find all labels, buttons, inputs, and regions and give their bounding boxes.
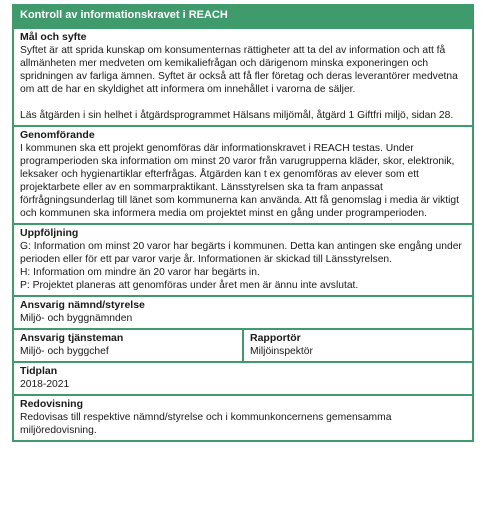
section-mal-och-syfte: [14, 27, 472, 125]
action-card: [12, 4, 474, 442]
cell-heading: Ansvarig tjänsteman: [20, 332, 124, 344]
section-text: I kommunen ska ett projekt genomföras där informationskravet i REACH testas. Under programperioden ska information om minst 20 varor från varugrupperna kläder, skor, elektronik, leksaker och hygienartiklar efterfrågas. Åtgärden kan t ex genomföras av elever som ett projektarbete eller av en sommarpraktikant. Länsstyrelsen ska ta fram anpassat förfrågningsunderlag till länet som kommunerna kan använda. Att få genomslag i media är viktigt och kommunen ska informera media om projektet minst en gång under programperioden.: [20, 143, 460, 219]
section-value: Redovisas till respektive nämnd/styrelse och i kommunkoncernens gemensamma miljöredovisning.: [20, 412, 392, 436]
section-heading: Redovisning: [20, 398, 84, 410]
section-heading: Tidplan: [20, 365, 58, 377]
section-reference-text: Läs åtgärden i sin helhet i åtgärdsprogrammet Hälsans miljömål, åtgärd 1 Giftfri miljö, sidan 28.: [20, 110, 454, 121]
criterion-h: H: Information om mindre än 20 varor har begärts in.: [20, 267, 260, 278]
cell-rapportor: [242, 330, 472, 361]
criterion-g: G: Information om minst 20 varor har begärts i kommunen. Detta kan antingen ske engång under perioden eller för ett par varor varje år. Informationen är skickad till Länsstyrelsen.: [20, 241, 462, 265]
section-redovisning: [14, 394, 472, 440]
section-ansvarig-namnd: [14, 295, 472, 328]
section-responsibles-row: [14, 328, 472, 361]
section-heading: Uppföljning: [20, 227, 79, 239]
section-value: 2018-2021: [20, 379, 70, 390]
cell-heading: Rapportör: [250, 332, 301, 344]
card-title: Kontroll av informationskravet i REACH: [14, 6, 472, 27]
section-uppfoljning: [14, 223, 472, 295]
section-text: Syftet är att sprida kunskap om konsumenternas rättigheter att ta del av information och att få allmänheten mer medveten om kemikaliefrågan och därigenom minska exponeringen och spridningen av farliga ämnen. Syftet är också att få fler företag och deras leverantörer medvetna om att de har en skyldighet att informera om innehållet i varorna de säljer.: [20, 45, 458, 95]
cell-value: Miljöinspektör: [250, 346, 313, 357]
section-tidplan: [14, 361, 472, 394]
cell-ansvarig-tjansteman: [14, 330, 242, 361]
cell-value: Miljö- och byggchef: [20, 346, 109, 357]
section-heading: Ansvarig nämnd/styrelse: [20, 299, 145, 311]
section-genomforande: [14, 125, 472, 223]
section-heading: Mål och syfte: [20, 31, 87, 43]
section-heading: Genomförande: [20, 129, 95, 141]
section-value: Miljö- och byggnämnden: [20, 313, 133, 324]
criterion-p: P: Projektet planeras att genomföras under året men är ännu inte avslutat.: [20, 280, 359, 291]
